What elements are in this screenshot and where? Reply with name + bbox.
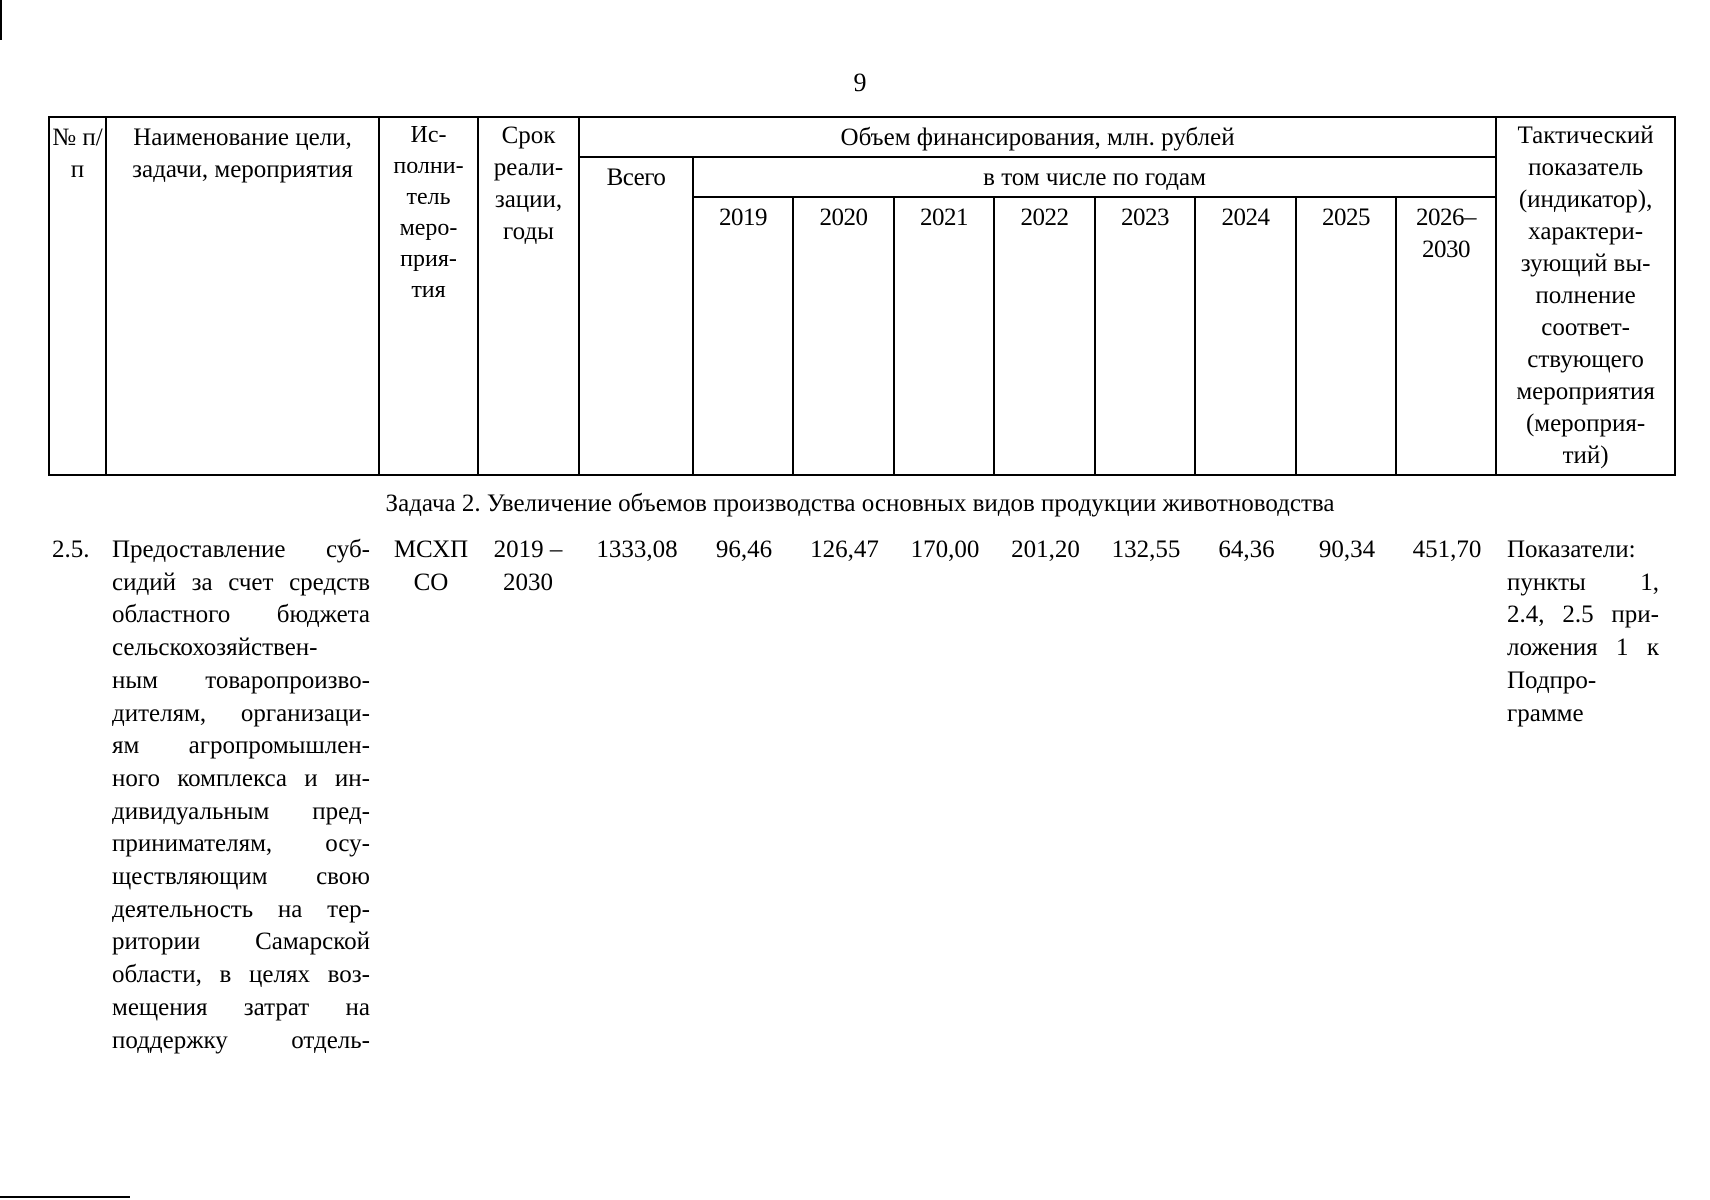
row-year-value: 64,36 bbox=[1218, 536, 1275, 563]
row-year-value: 90,34 bbox=[1318, 536, 1376, 563]
header-year: 2021 bbox=[894, 197, 994, 475]
row-name-line: дивидуальным пред- bbox=[112, 797, 370, 825]
header-name: Наименование цели, задачи, мероприятия bbox=[106, 117, 379, 475]
header-executor: Ис-полни-тель меро-прия-тия bbox=[379, 117, 478, 475]
header-year: 2019 bbox=[693, 197, 793, 475]
row-name-line: ществляющим свою bbox=[112, 863, 370, 891]
header-year: 2023 bbox=[1095, 197, 1195, 475]
funding-table-header bbox=[48, 116, 1676, 476]
row-year-value: 451,70 bbox=[1412, 536, 1482, 563]
header-year: 2026–2030 bbox=[1396, 197, 1496, 475]
row-name-line: области, в целях воз- bbox=[112, 961, 370, 989]
row-name-line: ям агропромышлен- bbox=[112, 732, 370, 760]
row-year-value: 126,47 bbox=[810, 536, 879, 563]
row-indicator-line: Подпро- bbox=[1507, 666, 1597, 694]
row-year-value: 96,46 bbox=[715, 536, 773, 563]
row-name-line: ным товаропроизво- bbox=[112, 666, 370, 694]
header-number: № п/п bbox=[49, 117, 106, 475]
row-year-value: 170,00 bbox=[910, 536, 980, 563]
row-year-value: 201,20 bbox=[1011, 536, 1080, 563]
row-name-line: ного комплекса и ин- bbox=[112, 764, 370, 792]
header-funding: Объем финансирования, млн. рублей bbox=[579, 117, 1496, 157]
row-indicator bbox=[1507, 534, 1659, 730]
header-year: 2022 bbox=[994, 197, 1095, 475]
row-name-line: дителям, организаци- bbox=[112, 699, 370, 727]
page-number: 9 bbox=[853, 68, 867, 97]
header-year: 2024 bbox=[1195, 197, 1296, 475]
row-indicator-line: 2.4, 2.5 при- bbox=[1507, 601, 1659, 629]
header-year: 2025 bbox=[1296, 197, 1396, 475]
header-indicator: Тактический показатель (индикатор), характери-зующий вы-полнение соответ-ствующего мероприятия (мероприя-тий) bbox=[1496, 117, 1675, 475]
scan-edge-line bbox=[0, 0, 2, 40]
row-name-line: поддержку отдель- bbox=[112, 1026, 370, 1054]
row-year-value: 132,55 bbox=[1111, 536, 1181, 563]
row-indicator-line: Показатели: bbox=[1507, 536, 1636, 563]
row-number: 2.5. bbox=[52, 536, 90, 563]
row-name-line: областного бюджета bbox=[112, 601, 370, 629]
row-indicator-line: пункты 1, bbox=[1507, 568, 1659, 596]
header-by-years: в том числе по годам bbox=[693, 157, 1496, 197]
row-executor: МСХП СО bbox=[393, 536, 469, 596]
header-year: 2020 bbox=[793, 197, 894, 475]
row-name bbox=[112, 534, 370, 1057]
row-name-line: принимателям, осу- bbox=[112, 830, 370, 858]
row-name-line: сельскохозяйствен- bbox=[112, 634, 318, 662]
header-total: Всего bbox=[579, 157, 693, 475]
scan-edge-line bbox=[0, 1196, 130, 1198]
row-name-line: мещения затрат на bbox=[112, 993, 370, 1021]
row-name-line: Предоставление суб- bbox=[112, 536, 370, 563]
row-indicator-line: грамме bbox=[1507, 699, 1584, 727]
row-name-line: деятельность на тер- bbox=[112, 895, 370, 923]
row-total: 1333,08 bbox=[596, 536, 678, 563]
row-name-line: ритории Самарской bbox=[112, 928, 370, 956]
row-name-line: сидий за счет средств bbox=[112, 568, 370, 596]
task-title: Задача 2. Увеличение объемов производства основных видов продукции животноводства bbox=[385, 490, 1335, 517]
row-indicator-line: ложения 1 к bbox=[1507, 634, 1659, 662]
row-term: 2019 – 2030 bbox=[493, 536, 563, 596]
header-term: Срок реали-зации, годы bbox=[478, 117, 579, 475]
